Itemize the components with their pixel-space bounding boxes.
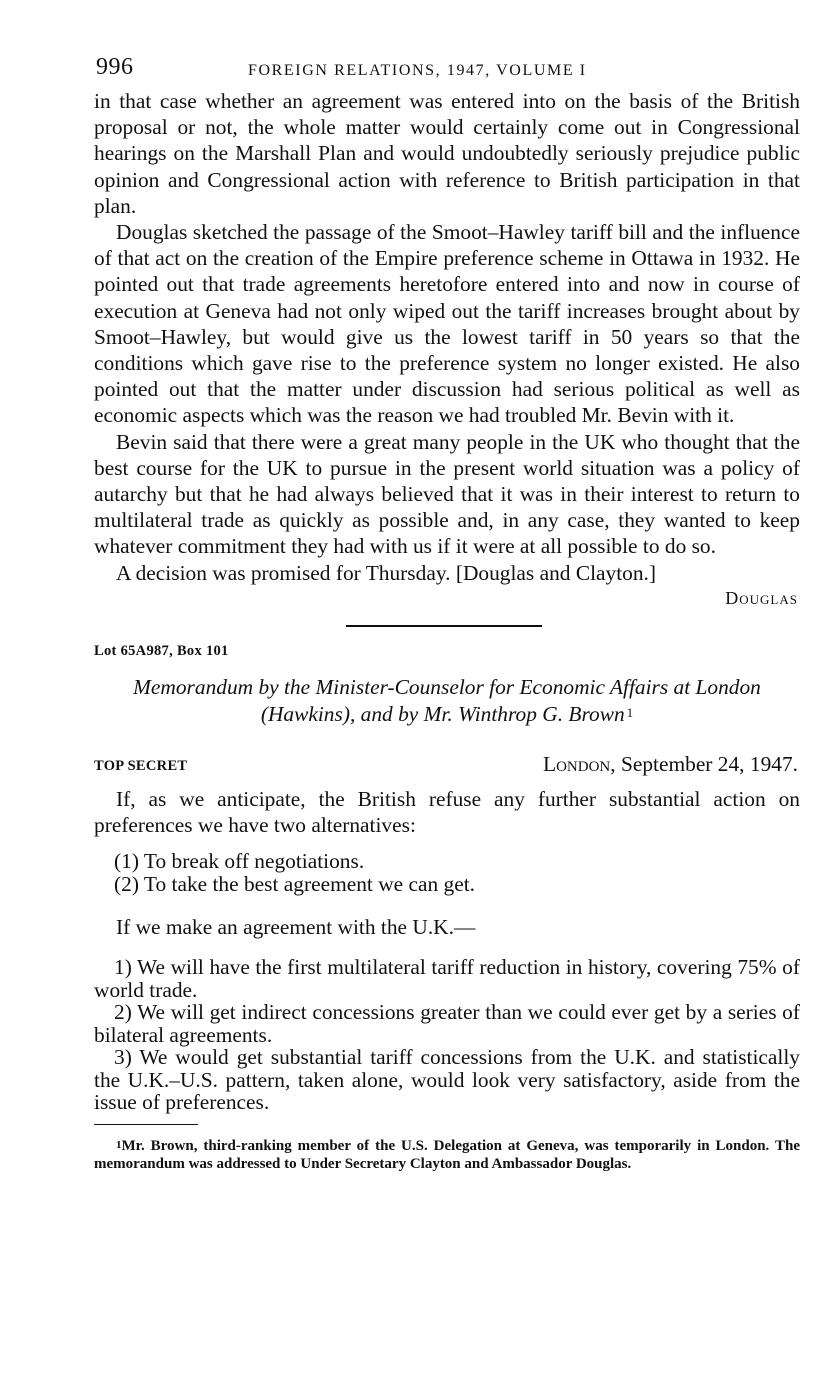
page-number: 996 bbox=[96, 54, 134, 80]
date-line bbox=[543, 752, 798, 777]
alternatives-list bbox=[114, 850, 800, 896]
date-text: , September 24, 1947. bbox=[610, 751, 798, 776]
footnote-text: Mr. Brown, third-ranking member of the U.S. Delegation at Geneva, was temporarily in London. The memorandum was addressed to Under Secretary Clayton and Ambassador Douglas. bbox=[94, 1137, 800, 1173]
body-paragraph: in that case whether an agreement was entered into on the basis of the British proposal or not, the whole matter would certainly come out in Congressional hearings on the Marshall Plan and would undoubtedly seriously prejudice public opinion and Congressional action with reference to British participation in that plan. bbox=[94, 89, 800, 218]
document-page bbox=[94, 52, 800, 1174]
points-list bbox=[94, 956, 800, 1114]
memo-intro: If, as we anticipate, the British refuse any further substantial action on preferences we have two alternatives: bbox=[94, 786, 800, 838]
footnote-reference[interactable]: 1 bbox=[626, 704, 634, 720]
footnote bbox=[94, 1137, 800, 1174]
footnote-mark: 1 bbox=[116, 1138, 122, 1151]
section-divider bbox=[346, 625, 542, 627]
point-item: 3) We would get substantial tariff concessions from the U.K. and statistically the U.K.–U.S. pattern, taken alone, would look very satisfactory, aside from the issue of preferences. bbox=[94, 1045, 800, 1115]
classification-label: TOP SECRET bbox=[94, 757, 188, 774]
point-item: 2) We will get indirect concessions greater than we could ever get by a series of bilateral agreements. bbox=[94, 1000, 800, 1047]
running-title: FOREIGN RELATIONS, 1947, VOLUME I bbox=[248, 62, 587, 79]
source-reference: Lot 65A987, Box 101 bbox=[94, 642, 229, 659]
dateline bbox=[94, 752, 800, 780]
body-paragraph: A decision was promised for Thursday. [Douglas and Clayton.] bbox=[116, 560, 657, 585]
footnote-rule bbox=[94, 1124, 198, 1125]
alternative-item: (2) To take the best agreement we can get. bbox=[114, 872, 475, 897]
alternative-item: (1) To break off negotiations. bbox=[114, 849, 365, 874]
document-heading-text: Memorandum by the Minister-Counselor for Economic Affairs at London (Hawkins), and by Mr. Winthrop G. Brown bbox=[133, 674, 761, 726]
body-paragraph: Bevin said that there were a great many people in the UK who thought that the best course for the UK to pursue in the present world situation was a policy of autarchy but that he had always believed that it was in their interest to return to multilateral trade as quickly as possible and, in any case, they wanted to keep whatever commitment they had with us if it were at all possible to do so. bbox=[94, 429, 800, 559]
place-name: London bbox=[543, 751, 611, 776]
signature: Douglas bbox=[725, 587, 798, 608]
document-heading bbox=[94, 674, 800, 728]
body-paragraph: Douglas sketched the passage of the Smoot–Hawley tariff bill and the influence of that act on the creation of the Empire preference scheme in Ottawa in 1932. He pointed out that trade agreements heretofore entered into and now in course of execution at Geneva had not only wiped out the tariff increases brought about by Smoot–Hawley, but would give us the lowest tariff in 50 years so that the conditions which gave rise to the preference system no longer existed. He also pointed out that the matter under discussion had serious political as well as economic aspects which was the reason we had troubled Mr. Bevin with it. bbox=[94, 220, 800, 428]
running-head bbox=[94, 52, 800, 88]
memo-lead-in: If we make an agreement with the U.K.— bbox=[116, 915, 476, 940]
point-item: 1) We will have the first multilateral tariff reduction in history, covering 75% of world trade. bbox=[94, 955, 800, 1002]
